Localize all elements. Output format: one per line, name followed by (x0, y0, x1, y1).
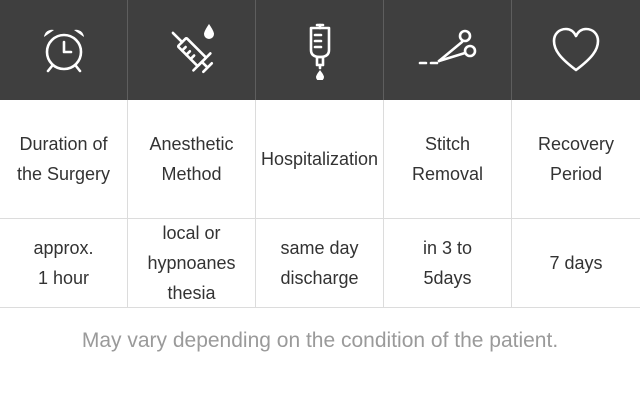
value-recovery-period: 7 days (549, 253, 603, 273)
label-duration: Duration of the Surgery (0, 100, 128, 218)
label-recovery-period: Recovery Period (537, 134, 615, 184)
label-hospitalization: Hospitalization (256, 100, 384, 218)
value-row (0, 219, 640, 308)
syringe-icon (162, 20, 222, 80)
alarm-clock-icon (34, 20, 94, 80)
heart-icon (546, 20, 606, 80)
icon-cell-stitch (384, 0, 512, 100)
icon-bar (0, 0, 640, 100)
iv-drip-icon (290, 20, 350, 80)
value-anesthetic-method: local or hypnoanes thesia (128, 219, 256, 307)
label-anesthetic-method: Anesthetic Method (128, 100, 256, 218)
label-stitch-removal: Stitch Removal (384, 100, 512, 218)
label-row (0, 100, 640, 219)
value-hospitalization: same day discharge (256, 219, 384, 307)
icon-cell-hospitalization (256, 0, 384, 100)
icon-cell-recovery (512, 0, 640, 100)
value-stitch-removal: in 3 to 5days (384, 219, 512, 307)
value-duration: approx. 1 hour (0, 219, 128, 307)
disclaimer-note: May vary depending on the condition of the patient. (81, 329, 559, 352)
icon-cell-anesthetic (128, 0, 256, 100)
icon-cell-duration (0, 0, 128, 100)
scissors-icon (418, 20, 478, 80)
